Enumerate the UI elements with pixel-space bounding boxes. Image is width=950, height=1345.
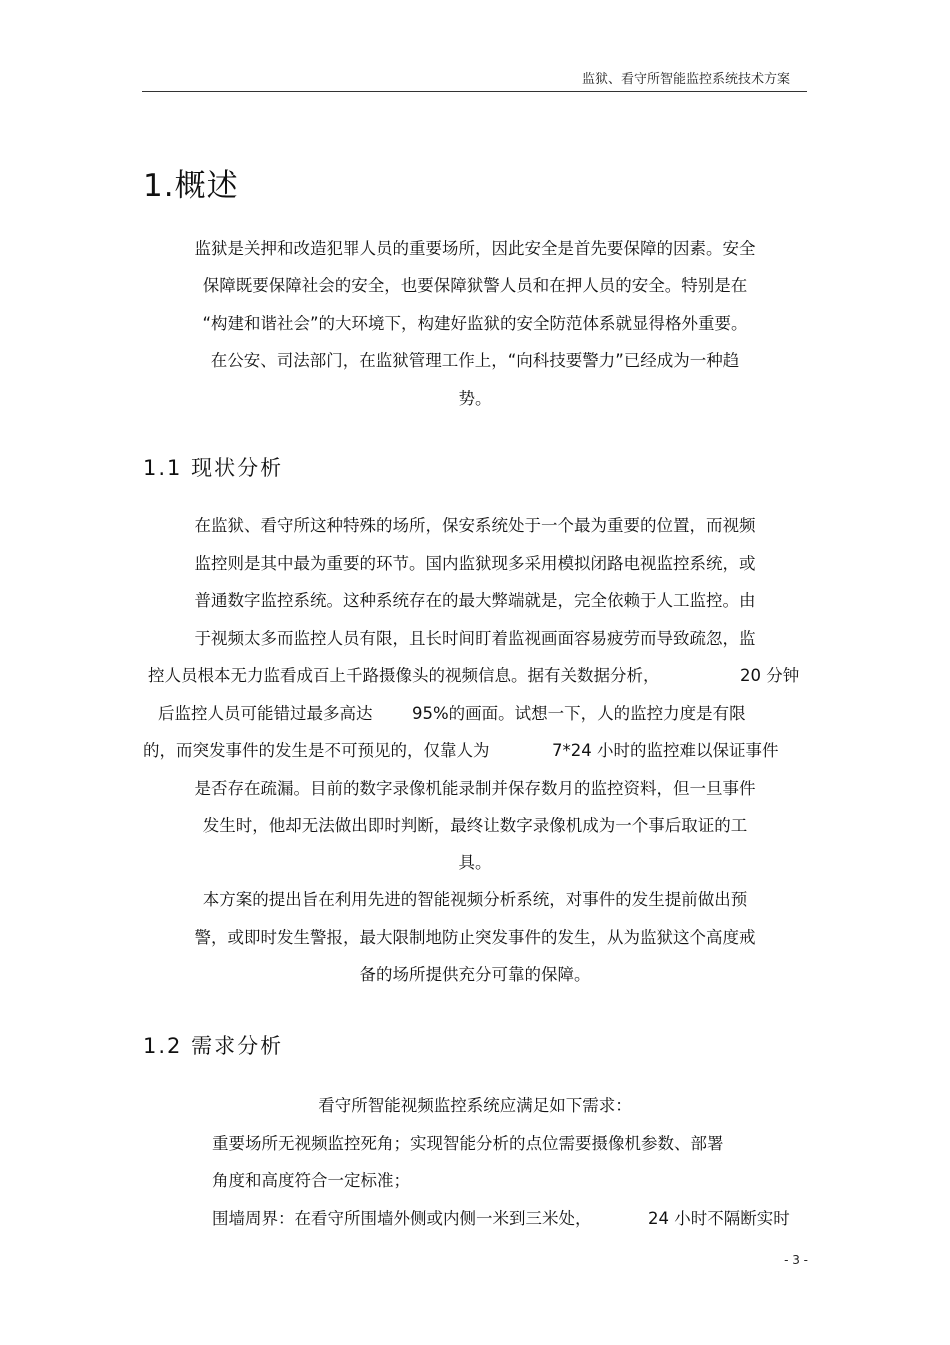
paragraph-line: 发生时，他却无法做出即时判断，最终让数字录像机成为一个事后取证的工 bbox=[202, 816, 748, 835]
section-heading-status: 1.1 现状分析 bbox=[143, 456, 284, 480]
paragraph-line: 看守所智能视频监控系统应满足如下需求： bbox=[318, 1096, 632, 1115]
page-number: - 3 - bbox=[784, 1253, 808, 1267]
section-heading-requirements: 1.2 需求分析 bbox=[143, 1034, 284, 1058]
paragraph-line: 势。 bbox=[458, 389, 492, 408]
list-item: 围墙周界：在看守所围墙外侧或内侧一米到三米处， bbox=[212, 1209, 592, 1228]
list-item-fragment: 24 小时不隔断实时 bbox=[648, 1209, 790, 1228]
paragraph-line: 在监狱、看守所这种特殊的场所，保安系统处于一个最为重要的位置，而视频 bbox=[194, 516, 756, 535]
paragraph-line: 警，或即时发生警报，最大限制地防止突发事件的发生，从为监狱这个高度戒 bbox=[194, 928, 756, 947]
paragraph-line: 控人员根本无力监看成百上千路摄像头的视频信息。据有关数据分析， bbox=[148, 666, 660, 685]
paragraph-line: 备的场所提供充分可靠的保障。 bbox=[359, 965, 591, 984]
paragraph-line-fragment: 95%的画面。试想一下，人的监控力度是有限 bbox=[412, 704, 746, 723]
paragraph-line: 后监控人员可能错过最多高达 bbox=[158, 704, 373, 723]
paragraph-line: 监控则是其中最为重要的环节。国内监狱现多采用模拟闭路电视监控系统，或 bbox=[194, 554, 756, 573]
paragraph-line: 普通数字监控系统。这种系统存在的最大弊端就是，完全依赖于人工监控。由 bbox=[194, 591, 756, 610]
paragraph-line: 是否存在疏漏。目前的数字录像机能录制并保存数月的监控资料，但一旦事件 bbox=[194, 779, 756, 798]
paragraph-line: 的，而突发事件的发生是不可预见的，仅靠人为 bbox=[143, 741, 490, 760]
paragraph-line-fragment: 20 分钟 bbox=[740, 666, 800, 685]
paragraph-line: “构建和谐社会”的大环境下，构建好监狱的安全防范体系就显得格外重要。 bbox=[202, 314, 748, 333]
list-item: 重要场所无视频监控死角；实现智能分析的点位需要摄像机参数、部署 bbox=[212, 1134, 724, 1153]
paragraph-line: 本方案的提出旨在利用先进的智能视频分析系统，对事件的发生提前做出预 bbox=[202, 890, 748, 909]
paragraph-line: 在公安、司法部门，在监狱管理工作上，“向科技要警力”已经成为一种趋 bbox=[210, 351, 740, 370]
running-header: 监狱、看守所智能监控系统技术方案 bbox=[581, 72, 790, 87]
paragraph-line: 具。 bbox=[458, 853, 492, 872]
section-heading-overview: 1.概述 bbox=[143, 168, 239, 204]
paragraph-line: 保障既要保障社会的安全，也要保障狱警人员和在押人员的安全。特别是在 bbox=[202, 276, 748, 295]
header-rule bbox=[142, 91, 807, 92]
paragraph-line-fragment: 7*24 小时的监控难以保证事件 bbox=[552, 741, 779, 760]
paragraph-line: 监狱是关押和改造犯罪人员的重要场所，因此安全是首先要保障的因素。安全 bbox=[194, 239, 756, 258]
list-item-continuation: 角度和高度符合一定标准； bbox=[212, 1171, 410, 1190]
paragraph-line: 于视频太多而监控人员有限，且长时间盯着监视画面容易疲劳而导致疏忽，监 bbox=[194, 629, 756, 648]
